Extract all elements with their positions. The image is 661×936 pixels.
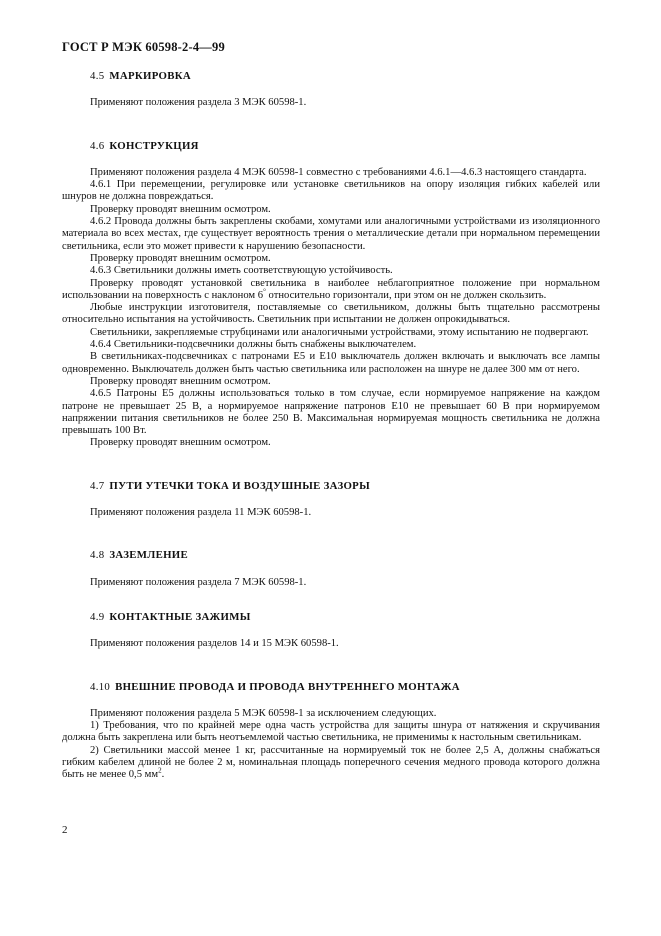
section-4-9-heading	[62, 611, 600, 623]
document-header: ГОСТ Р МЭК 60598-2-4—99	[62, 40, 225, 54]
section-4-10-heading	[62, 681, 600, 693]
paragraph: Применяют положения раздела 7 МЭК 60598-1.	[90, 576, 307, 588]
page-number: 2	[62, 824, 68, 836]
paragraph: Применяют положения раздела 4 МЭК 60598-1 совместно с требованиями 4.6.1—4.6.3 настоящего стандарта.	[90, 166, 587, 178]
paragraph-stability-test	[62, 278, 600, 303]
paragraph: 4.6.2 Провода должны быть закреплены скобами, хомутами или аналогичными устройствами из изоляционного материала во всех местах, где существует вероятность трения о металлические детали при нормальном перемещении светильника, если это может привести к нарушению безопасности.	[62, 216, 600, 252]
paragraph: 4.6.1 При перемещении, регулировке или установке светильников на опору изоляция гибких кабелей или шнуров не должна повреждаться.	[62, 179, 600, 203]
paragraph: Проверку проводят внешним осмотром.	[90, 252, 271, 264]
paragraph: Проверку проводят внешним осмотром.	[90, 437, 271, 449]
section-title: ПУТИ УТЕЧКИ ТОКА И ВОЗДУШНЫЕ ЗАЗОРЫ	[109, 479, 370, 492]
section-title: ЗАЗЕМЛЕНИЕ	[109, 549, 188, 562]
section-number: 4.9	[90, 610, 105, 623]
paragraph: Применяют положения раздела 11 МЭК 60598-1.	[90, 507, 312, 519]
paragraph: Применяют положения раздела 5 МЭК 60598-1 за исключением следующих.	[90, 707, 437, 719]
paragraph: Применяют положения раздела 3 МЭК 60598-1.	[90, 97, 307, 109]
section-4-7-heading	[62, 480, 600, 492]
section-4-6-heading	[62, 140, 600, 152]
superscript: 2	[158, 766, 162, 775]
section-4-8-heading	[62, 549, 600, 561]
paragraph: 4.6.4 Светильники-подсвечники должны быть снабжены выключателем.	[90, 339, 417, 351]
section-title: ВНЕШНИЕ ПРОВОДА И ПРОВОДА ВНУТРЕННЕГО МОНТАЖА	[115, 680, 460, 693]
section-number: 4.10	[90, 680, 111, 693]
section-title: КОНСТРУКЦИЯ	[109, 139, 199, 152]
section-number: 4.6	[90, 139, 105, 152]
document-body	[62, 70, 600, 782]
section-number: 4.8	[90, 549, 105, 562]
section-title: КОНТАКТНЫЕ ЗАЖИМЫ	[109, 610, 251, 623]
section-number: 4.5	[90, 70, 105, 82]
text-part: 2) Светильники массой менее 1 кг, рассчитанные на нормируемый ток не более 2,5 А, должны снабжаться гибким кабелем длиной не более 2 м, номинальная площадь поперечного сечения медного провода которого должна быть не менее 0,5 мм	[62, 744, 600, 781]
paragraph: Любые инструкции изготовителя, поставляемые со светильником, должны быть тщательно рассмотрены относительно испытания на устойчивость. Светильник при испытании не должен опрокидываться.	[62, 302, 600, 326]
text-part: .	[161, 769, 165, 781]
section-4-5-heading	[62, 70, 600, 82]
paragraph: 4.6.5 Патроны Е5 должны использоваться только в том случае, если нормируемое напряжение на каждом патроне не превышает 25 В, а нормируемое напряжение патронов Е10 не превышает 60 В при нормируемом напряжении питания светильников не более 250 В. Максимальная нормируемая мощность светильника не должна превышать 100 Вт.	[62, 388, 600, 437]
paragraph: В светильниках-подсвечниках с патронами Е5 и Е10 выключатель должен включать и выключать все лампы одновременно. Выключатель должен быть частью светильника или расположен на шнуре не далее 300 мм от него.	[62, 351, 600, 375]
text-part: относительно горизонтали, при этом он не должен скользить.	[265, 289, 547, 301]
text-part: Проверку проводят установкой светильника в наиболее неблагоприятное положение при нормальном использовании на поверхность с наклоном 6	[62, 277, 600, 301]
paragraph: 4.6.3 Светильники должны иметь соответствующую устойчивость.	[90, 265, 393, 277]
section-number: 4.7	[90, 479, 105, 492]
paragraph: 1) Требования, что по крайней мере одна часть устройства для защиты шнура от натяжения и скручивания должна быть закреплена или быть неотъемлемой частью светильника, не применимы к настольным светильникам.	[62, 720, 600, 744]
paragraph: Светильники, закрепляемые струбцинами или аналогичными устройствами, этому испытанию не подвергают.	[90, 326, 589, 338]
paragraph: Проверку проводят внешним осмотром.	[90, 203, 271, 215]
paragraph-cable-requirements	[62, 745, 600, 782]
degree-sign: °	[263, 287, 266, 296]
section-title: МАРКИРОВКА	[109, 70, 191, 82]
paragraph: Проверку проводят внешним осмотром.	[90, 375, 271, 387]
paragraph: Применяют положения разделов 14 и 15 МЭК 60598-1.	[90, 638, 339, 650]
